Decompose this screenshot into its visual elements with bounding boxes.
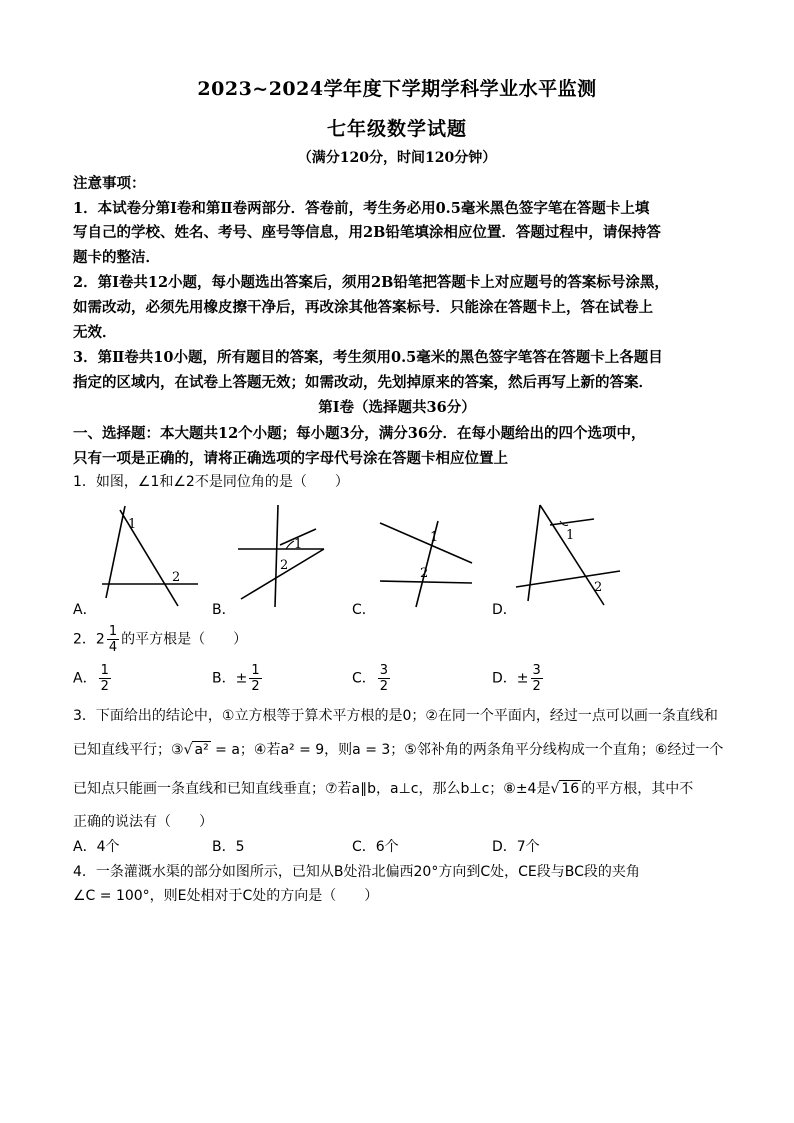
q2-stem-prefix: 2．2	[73, 631, 105, 648]
q2-stem	[73, 624, 733, 655]
q1a-angle2-label: 2	[172, 570, 181, 585]
section1-instructions-line1: 一、选择题：本大题共12个小题；每小题3分，满分36分．在每小题给出的四个选项中，	[73, 425, 646, 442]
q2-option-c[interactable]	[352, 663, 392, 694]
q3-sqrt-16: 16	[561, 781, 580, 797]
q2-option-b-den: 2	[251, 679, 260, 694]
q1-option-b[interactable]: B．	[212, 602, 236, 618]
q1-option-c[interactable]: C．	[352, 602, 376, 618]
q2-option-c-label: C．	[352, 670, 376, 687]
q2-stem-suffix: 的平方根是（ ）	[121, 631, 248, 648]
q3-line2-a: 已知直线平行；③	[73, 742, 184, 758]
notice-item3-line2: 指定的区域内，在试卷上答题无效；如需改动，先划掉原来的答案，然后再写上新的答案．	[73, 374, 653, 391]
q2-mixed-fraction	[107, 624, 119, 655]
q1b-angle1-label: 1	[294, 537, 303, 552]
notice-item1-line2: 写自己的学校、姓名、考号、座号等信息，用2B铅笔填涂相应位置．答题过程中，请保持答	[73, 224, 661, 241]
notice-heading: 注意事项：	[73, 175, 146, 192]
score-info: （满分120分，时间120分钟）	[297, 150, 497, 166]
q2-mixed-numerator: 1	[108, 624, 118, 639]
q3-option-a[interactable]: A．4个	[73, 839, 120, 855]
q1-figure-b	[238, 503, 334, 609]
q1c-angle1-label: 1	[430, 530, 439, 545]
q3-option-c[interactable]: C．6个	[352, 839, 399, 855]
q2-option-c-num: 3	[379, 663, 389, 678]
q2-option-d[interactable]	[492, 663, 545, 694]
q1a-angle1-label: 1	[128, 517, 137, 532]
q3-option-b[interactable]: B．5	[212, 839, 245, 855]
q3-line2-b: = a；④若a² = 9，则a = 3；⑤邻补角的两条角平分线构成一个直角；⑥经过一个	[210, 742, 724, 758]
q3-line3-a: 已知点只能画一条直线和已知直线垂直；⑦若a∥b，a⊥c，那么b⊥c；⑧±4是	[73, 781, 551, 797]
q1b-angle2-label: 2	[280, 558, 289, 573]
q2-option-d-num: 3	[532, 663, 541, 678]
q1-figure-c	[376, 517, 476, 609]
q3-line4: 正确的说法有（ ）	[73, 814, 213, 830]
notice-item2-line3: 无效．	[73, 324, 117, 341]
q1-figure-d	[514, 503, 624, 607]
q2-option-a[interactable]	[73, 663, 113, 694]
q3-line3: 已知点只能画一条直线和已知直线垂直；⑦若a∥b，a⊥c，那么b⊥c；⑧±4是√ 16 的平方根，其中不	[73, 781, 694, 797]
q4-line1: 4．一条灌溉水渠的部分如图所示，已知从B处沿北偏西20°方向到C处，CE段与BC段的夹角	[73, 864, 640, 880]
q1d-angle2-label: 2	[594, 580, 603, 595]
q2-option-b-label: B．±	[212, 670, 248, 687]
q4-line2: ∠C = 100°，则E处相对于C处的方向是（ ）	[73, 888, 379, 904]
q2-option-c-den: 2	[379, 679, 389, 694]
notice-item3-line1: 3．第Ⅱ卷共10小题，所有题目的答案，考生须用0.5毫米的黑色签字笔答在答题卡上各题目	[73, 349, 663, 366]
q2-option-a-den: 2	[100, 679, 109, 694]
q1-figure-a	[98, 502, 203, 610]
q3-sqrt-a2: a²	[194, 742, 209, 758]
q2-option-b-num: 1	[251, 663, 260, 678]
q1-option-d[interactable]: D．	[492, 602, 517, 618]
exam-subtitle: 七年级数学试题	[326, 118, 467, 140]
q1d-angle1-label: 1	[566, 528, 575, 543]
notice-item1-line1: 1．本试卷分第Ⅰ卷和第Ⅱ卷两部分．答卷前，考生务必用0.5毫米黑色签字笔在答题卡上填	[73, 200, 650, 217]
q2-option-a-label: A．	[73, 670, 97, 687]
q2-option-a-num: 1	[100, 663, 109, 678]
q1-stem: 1．如图，∠1和∠2不是同位角的是（ ）	[73, 474, 349, 490]
notice-item2-line1: 2．第Ⅰ卷共12小题，每小题选出答案后，须用2B铅笔把答题卡上对应题号的答案标号涂黑，	[73, 274, 669, 291]
notice-item1-line3: 题卡的整洁．	[73, 249, 160, 266]
q3-line3-b: 的平方根，其中不	[581, 781, 694, 797]
q1c-angle2-label: 2	[420, 566, 429, 581]
q3-option-d[interactable]: D．7个	[492, 839, 540, 855]
section1-instructions-line2: 只有一项是正确的，请将正确选项的字母代号涂在答题卡相应位置上	[73, 450, 508, 467]
notice-item2-line2: 如需改动，必须先用橡皮擦干净后，再改涂其他答案标号．只能涂在答题卡上，答在试卷上	[73, 299, 653, 316]
q2-mixed-denominator: 4	[108, 640, 118, 655]
q1-option-a[interactable]: A．	[73, 602, 97, 618]
q3-line1: 3．下面给出的结论中，①立方根等于算术平方根的是0；②在同一个平面内，经过一点可以画一条直线和	[73, 708, 718, 724]
q2-option-b[interactable]	[212, 663, 264, 694]
q2-option-d-label: D．±	[492, 670, 529, 687]
exam-title: 2023~2024学年度下学期学科学业水平监测	[197, 78, 597, 100]
q3-line2: 已知直线平行；③√ a² = a；④若a² = 9，则a = 3；⑤邻补角的两条角平分线构成一个直角；⑥经过一个	[73, 742, 724, 758]
section1-title: 第Ⅰ卷（选择题共36分）	[318, 399, 476, 416]
q2-option-d-den: 2	[532, 679, 541, 694]
